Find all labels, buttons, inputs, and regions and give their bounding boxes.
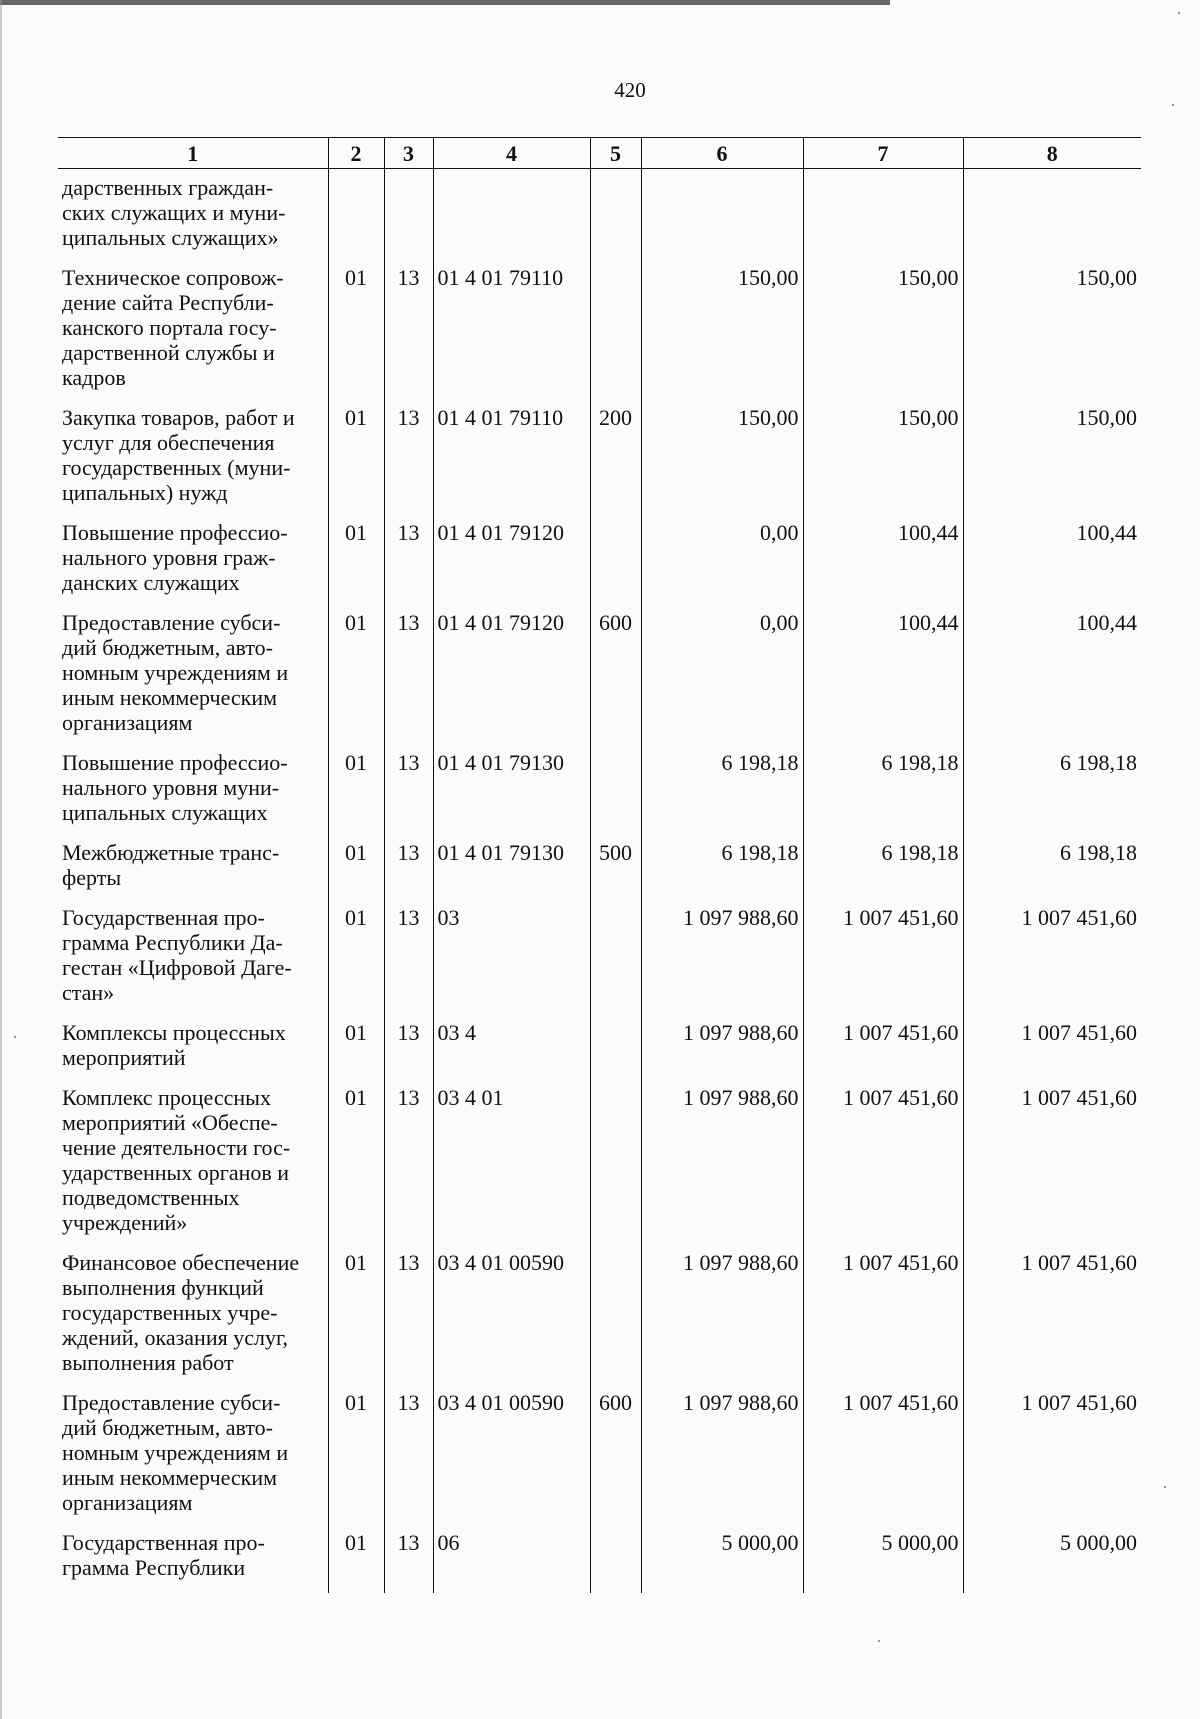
- cell-text: 01 4 01 79120: [437, 520, 564, 545]
- row-amount-col8-cell: [963, 748, 1141, 838]
- cell-text: 1 007 451,60: [1021, 1085, 1137, 1110]
- column-header: 3: [384, 138, 433, 169]
- row-name-cell: [58, 518, 328, 608]
- row-section-cell: [328, 608, 384, 748]
- column-header: 7: [803, 138, 963, 169]
- cell-text: 13: [397, 520, 420, 545]
- row-subsection-cell: [384, 263, 433, 403]
- cell-text: 03: [437, 905, 460, 930]
- cell-text: 100,44: [898, 610, 959, 635]
- row-amount-col7-cell: [803, 1388, 963, 1528]
- cell-text: 600: [599, 610, 632, 635]
- row-section-cell: [328, 1248, 384, 1388]
- cell-text: 150,00: [738, 265, 799, 290]
- cell-text: 1 007 451,60: [843, 905, 959, 930]
- cell-text: 13: [397, 1020, 420, 1045]
- cell-text: 01 4 01 79130: [437, 840, 564, 865]
- cell-text: 1 007 451,60: [843, 1250, 959, 1275]
- cell-text: 01: [345, 1530, 367, 1555]
- row-amount-col6-cell: [641, 169, 803, 264]
- row-amount-col8-cell: [963, 1248, 1141, 1388]
- cell-text: 01: [345, 1085, 367, 1110]
- row-name-cell: [58, 403, 328, 518]
- row-amount-col6-cell: [641, 518, 803, 608]
- cell-text: Повышение профессио- нального уровня граж- данских служащих: [62, 520, 288, 595]
- row-amount-col7-cell: [803, 518, 963, 608]
- cell-text: 13: [397, 1390, 420, 1415]
- cell-text: 1 097 988,60: [683, 1250, 799, 1275]
- cell-text: 6 198,18: [1060, 840, 1137, 865]
- row-section-cell: [328, 1018, 384, 1083]
- cell-text: 13: [397, 1250, 420, 1275]
- cell-text: 150,00: [1076, 405, 1137, 430]
- column-header: 4: [433, 138, 590, 169]
- row-amount-col6-cell: [641, 1388, 803, 1528]
- row-target-code-cell: [433, 1248, 590, 1388]
- cell-text: 6 198,18: [1060, 750, 1137, 775]
- table-row: [58, 263, 1141, 403]
- row-amount-col8-cell: [963, 608, 1141, 748]
- row-amount-col6-cell: [641, 903, 803, 1018]
- row-target-code-cell: [433, 903, 590, 1018]
- cell-text: 1 007 451,60: [843, 1085, 959, 1110]
- cell-text: 1 007 451,60: [1021, 1250, 1137, 1275]
- scan-speck: [878, 1640, 880, 1642]
- row-expense-type-cell: [590, 169, 641, 264]
- cell-text: 01: [345, 840, 367, 865]
- cell-text: 0,00: [760, 610, 799, 635]
- row-amount-col8-cell: [963, 263, 1141, 403]
- row-target-code-cell: [433, 403, 590, 518]
- row-section-cell: [328, 903, 384, 1018]
- column-header: 6: [641, 138, 803, 169]
- table-row: [58, 1083, 1141, 1248]
- row-target-code-cell: [433, 1388, 590, 1528]
- row-subsection-cell: [384, 1018, 433, 1083]
- table-row: [58, 1018, 1141, 1083]
- cell-text: 01 4 01 79110: [437, 265, 564, 290]
- cell-text: 5 000,00: [721, 1530, 799, 1555]
- column-header: 5: [590, 138, 641, 169]
- row-amount-col8-cell: [963, 1083, 1141, 1248]
- cell-text: 1 097 988,60: [683, 1085, 799, 1110]
- cell-text: 13: [397, 905, 420, 930]
- scan-edge-left: [0, 0, 2, 1719]
- cell-text: 01: [345, 265, 367, 290]
- table-row: [58, 838, 1141, 903]
- scan-speck: [14, 1036, 16, 1038]
- row-amount-col6-cell: [641, 1528, 803, 1593]
- cell-text: 13: [397, 265, 420, 290]
- cell-text: 150,00: [898, 265, 959, 290]
- cell-text: 01: [345, 405, 367, 430]
- row-expense-type-cell: [590, 518, 641, 608]
- row-subsection-cell: [384, 838, 433, 903]
- row-expense-type-cell: [590, 608, 641, 748]
- table-row: [58, 403, 1141, 518]
- cell-text: 01: [345, 1390, 367, 1415]
- row-subsection-cell: [384, 1388, 433, 1528]
- cell-text: Комплексы процессных мероприятий: [62, 1020, 286, 1070]
- row-target-code-cell: [433, 169, 590, 264]
- row-name-cell: [58, 838, 328, 903]
- cell-text: 01: [345, 750, 367, 775]
- cell-text: 6 198,18: [881, 750, 959, 775]
- scan-speck: [1164, 1486, 1166, 1488]
- table-row: [58, 518, 1141, 608]
- row-name-cell: [58, 1083, 328, 1248]
- cell-text: 1 097 988,60: [683, 1390, 799, 1415]
- row-name-cell: [58, 1388, 328, 1528]
- row-amount-col7-cell: [803, 838, 963, 903]
- table-row: [58, 1388, 1141, 1528]
- cell-text: 01: [345, 905, 367, 930]
- row-name-cell: [58, 608, 328, 748]
- row-expense-type-cell: [590, 1248, 641, 1388]
- row-amount-col7-cell: [803, 1248, 963, 1388]
- row-name-cell: [58, 903, 328, 1018]
- cell-text: 6 198,18: [721, 750, 799, 775]
- cell-text: 13: [397, 610, 420, 635]
- cell-text: 1 007 451,60: [1021, 905, 1137, 930]
- row-amount-col7-cell: [803, 748, 963, 838]
- row-amount-col7-cell: [803, 1528, 963, 1593]
- row-amount-col7-cell: [803, 403, 963, 518]
- row-amount-col6-cell: [641, 1018, 803, 1083]
- page-number: 420: [614, 78, 646, 102]
- row-name-cell: [58, 1248, 328, 1388]
- row-expense-type-cell: [590, 838, 641, 903]
- cell-text: 03 4 01: [437, 1085, 504, 1110]
- row-section-cell: [328, 263, 384, 403]
- row-expense-type-cell: [590, 263, 641, 403]
- cell-text: Комплекс процессных мероприятий «Обеспе- чение деятельности гос- ударственных органов и подведомственных учреждений»: [62, 1085, 291, 1235]
- cell-text: 03 4 01 00590: [437, 1390, 564, 1415]
- row-subsection-cell: [384, 169, 433, 264]
- row-amount-col8-cell: [963, 903, 1141, 1018]
- cell-text: Межбюджетные транс- ферты: [62, 840, 280, 890]
- row-section-cell: [328, 169, 384, 264]
- row-name-cell: [58, 748, 328, 838]
- cell-text: 5 000,00: [881, 1530, 959, 1555]
- column-header: 8: [963, 138, 1141, 169]
- row-subsection-cell: [384, 903, 433, 1018]
- row-amount-col8-cell: [963, 838, 1141, 903]
- row-expense-type-cell: [590, 1083, 641, 1248]
- cell-text: 1 007 451,60: [1021, 1390, 1137, 1415]
- cell-text: Закупка товаров, работ и услуг для обеспечения государственных (муни- ципальных) нужд: [62, 405, 295, 505]
- scan-edge-top: [0, 0, 890, 5]
- cell-text: 6 198,18: [721, 840, 799, 865]
- cell-text: 13: [397, 405, 420, 430]
- row-target-code-cell: [433, 608, 590, 748]
- cell-text: 1 097 988,60: [683, 1020, 799, 1045]
- cell-text: 150,00: [1076, 265, 1137, 290]
- row-amount-col8-cell: [963, 518, 1141, 608]
- cell-text: 01: [345, 610, 367, 635]
- cell-text: 01: [345, 1020, 367, 1045]
- row-amount-col7-cell: [803, 1083, 963, 1248]
- row-subsection-cell: [384, 1083, 433, 1248]
- row-subsection-cell: [384, 608, 433, 748]
- scan-speck: [1172, 104, 1174, 106]
- cell-text: Предоставление субси- дий бюджетным, авто- номным учреждениям и иным некоммерческим организациям: [62, 1390, 289, 1515]
- cell-text: 150,00: [898, 405, 959, 430]
- row-expense-type-cell: [590, 1388, 641, 1528]
- row-amount-col6-cell: [641, 838, 803, 903]
- cell-text: 13: [397, 1085, 420, 1110]
- row-amount-col7-cell: [803, 169, 963, 264]
- row-name-cell: [58, 263, 328, 403]
- row-name-cell: [58, 1018, 328, 1083]
- cell-text: 01: [345, 520, 367, 545]
- row-expense-type-cell: [590, 403, 641, 518]
- cell-text: 01 4 01 79120: [437, 610, 564, 635]
- row-amount-col7-cell: [803, 608, 963, 748]
- row-amount-col7-cell: [803, 903, 963, 1018]
- row-subsection-cell: [384, 1528, 433, 1593]
- row-subsection-cell: [384, 1248, 433, 1388]
- row-expense-type-cell: [590, 748, 641, 838]
- cell-text: 1 007 451,60: [843, 1390, 959, 1415]
- table-row: [58, 903, 1141, 1018]
- cell-text: 150,00: [738, 405, 799, 430]
- table-row: [58, 608, 1141, 748]
- row-amount-col6-cell: [641, 263, 803, 403]
- cell-text: Техническое сопровож- дение сайта Республи- канского портала госу- дарственной службы и кадров: [62, 265, 284, 390]
- row-amount-col8-cell: [963, 1018, 1141, 1083]
- cell-text: 03 4 01 00590: [437, 1250, 564, 1275]
- cell-text: 1 007 451,60: [843, 1020, 959, 1045]
- row-subsection-cell: [384, 748, 433, 838]
- cell-text: 600: [599, 1390, 632, 1415]
- column-header: 1: [58, 138, 328, 169]
- table-row: [58, 1528, 1141, 1593]
- row-expense-type-cell: [590, 1528, 641, 1593]
- cell-text: 1 007 451,60: [1021, 1020, 1137, 1045]
- cell-text: 5 000,00: [1060, 1530, 1137, 1555]
- cell-text: 500: [599, 840, 632, 865]
- row-amount-col8-cell: [963, 1528, 1141, 1593]
- cell-text: Предоставление субси- дий бюджетным, авто- номным учреждениям и иным некоммерческим организациям: [62, 610, 289, 735]
- cell-text: 200: [599, 405, 632, 430]
- row-target-code-cell: [433, 1528, 590, 1593]
- row-target-code-cell: [433, 838, 590, 903]
- row-amount-col6-cell: [641, 1083, 803, 1248]
- row-amount-col8-cell: [963, 403, 1141, 518]
- cell-text: 13: [397, 750, 420, 775]
- table-header: [58, 138, 1141, 169]
- cell-text: 01: [345, 1250, 367, 1275]
- cell-text: Государственная про- грамма Республики Да- гестан «Цифровой Даге- стан»: [62, 905, 292, 1005]
- cell-text: 13: [397, 840, 420, 865]
- row-target-code-cell: [433, 518, 590, 608]
- row-section-cell: [328, 518, 384, 608]
- cell-text: дарственных граждан- ских служащих и муни- ципальных служащих»: [62, 175, 286, 250]
- row-expense-type-cell: [590, 903, 641, 1018]
- cell-text: Повышение профессио- нального уровня муни- ципальных служащих: [62, 750, 288, 825]
- row-amount-col7-cell: [803, 1018, 963, 1083]
- row-section-cell: [328, 838, 384, 903]
- row-section-cell: [328, 748, 384, 838]
- cell-text: 100,44: [1076, 610, 1137, 635]
- row-subsection-cell: [384, 403, 433, 518]
- row-amount-col8-cell: [963, 1388, 1141, 1528]
- row-amount-col6-cell: [641, 748, 803, 838]
- cell-text: 100,44: [1076, 520, 1137, 545]
- cell-text: 100,44: [898, 520, 959, 545]
- row-target-code-cell: [433, 748, 590, 838]
- cell-text: Государственная про- грамма Республики: [62, 1530, 265, 1580]
- table-row: [58, 1248, 1141, 1388]
- row-name-cell: [58, 1528, 328, 1593]
- cell-text: 06: [437, 1530, 460, 1555]
- table-row: [58, 169, 1141, 264]
- row-expense-type-cell: [590, 1018, 641, 1083]
- row-name-cell: [58, 169, 328, 264]
- table-row: [58, 748, 1141, 838]
- cell-text: 13: [397, 1530, 420, 1555]
- cell-text: 01 4 01 79130: [437, 750, 564, 775]
- row-target-code-cell: [433, 263, 590, 403]
- cell-text: 01 4 01 79110: [437, 405, 564, 430]
- row-target-code-cell: [433, 1018, 590, 1083]
- cell-text: 6 198,18: [881, 840, 959, 865]
- row-section-cell: [328, 403, 384, 518]
- row-section-cell: [328, 1388, 384, 1528]
- cell-text: 03 4: [437, 1020, 476, 1045]
- cell-text: Финансовое обеспечение выполнения функций государственных учре- ждений, оказания услуг, выполнения работ: [62, 1250, 300, 1375]
- budget-table: [58, 137, 1141, 1593]
- row-amount-col6-cell: [641, 403, 803, 518]
- scan-speck: [1178, 12, 1180, 14]
- row-target-code-cell: [433, 1083, 590, 1248]
- row-amount-col8-cell: [963, 169, 1141, 264]
- row-amount-col7-cell: [803, 263, 963, 403]
- cell-text: 1 097 988,60: [683, 905, 799, 930]
- row-amount-col6-cell: [641, 1248, 803, 1388]
- column-header: 2: [328, 138, 384, 169]
- row-subsection-cell: [384, 518, 433, 608]
- table-body: [58, 169, 1141, 1594]
- header-row: [58, 138, 1141, 169]
- row-section-cell: [328, 1528, 384, 1593]
- row-section-cell: [328, 1083, 384, 1248]
- row-amount-col6-cell: [641, 608, 803, 748]
- cell-text: 0,00: [760, 520, 799, 545]
